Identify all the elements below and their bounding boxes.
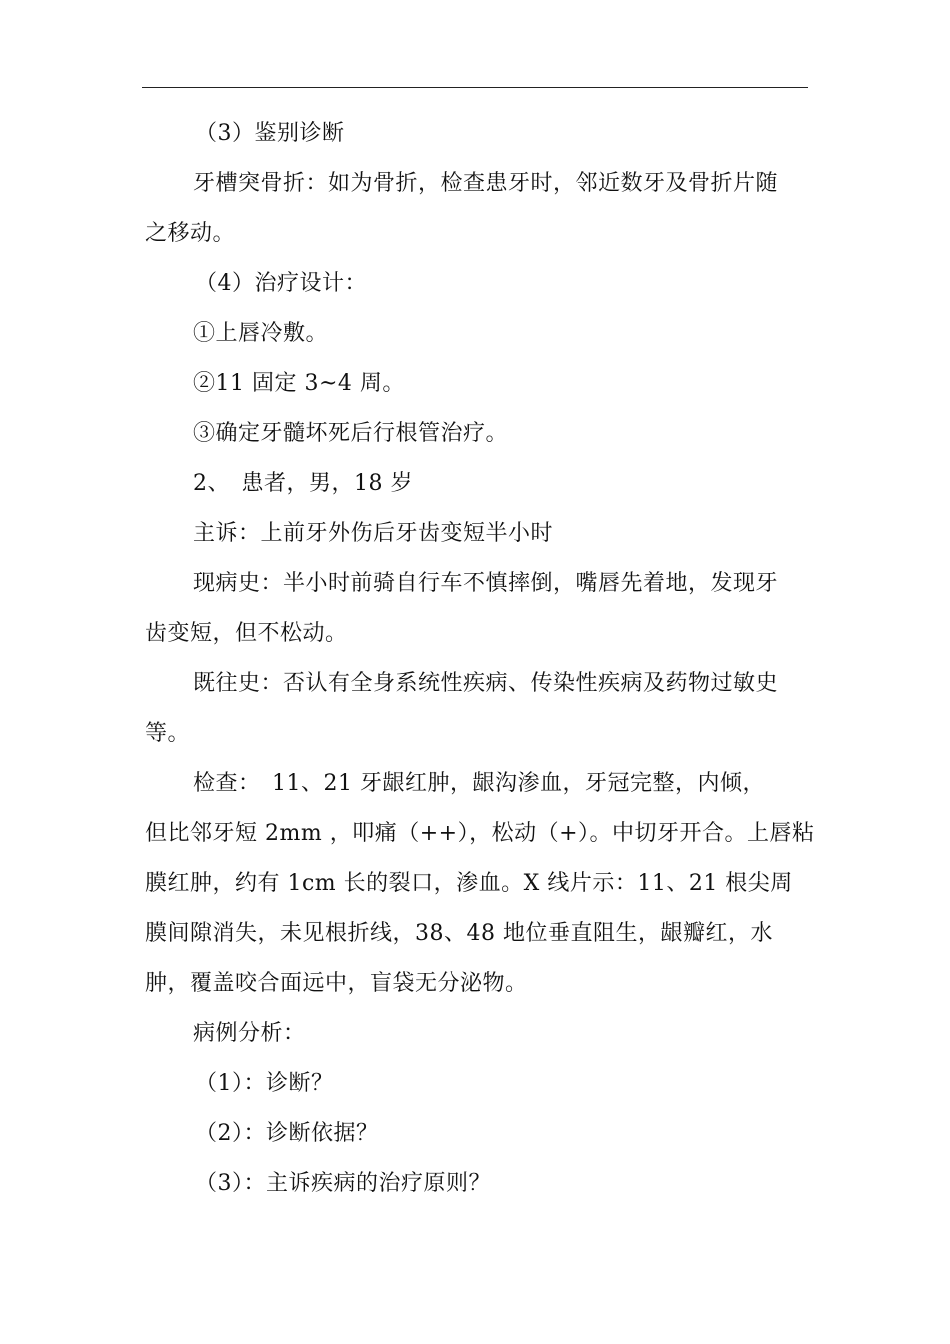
question-item: （3）：主诉疾病的治疗原则？ [195, 1171, 491, 1196]
paragraph-line: 等。 [145, 721, 191, 746]
paragraph-line: 膜间隙消失，未见根折线，38、48 地位垂直阻生，龈瓣红，水 [145, 921, 773, 946]
case-analysis-heading: 病例分析： [193, 1021, 306, 1046]
question-item: （2）：诊断依据？ [195, 1121, 379, 1146]
paragraph-line: 既往史：否认有全身系统性疾病、传染性疾病及药物过敏史 [193, 671, 779, 696]
list-item: ③确定牙髓坏死后行根管治疗。 [193, 421, 509, 446]
question-item: （1）：诊断？ [195, 1071, 334, 1096]
case-heading: 2、 患者，男，18 岁 [193, 471, 413, 496]
header-rule [142, 87, 808, 88]
paragraph-line: 牙槽突骨折：如为骨折，检查患牙时，邻近数牙及骨折片随 [193, 171, 779, 196]
paragraph-line: 齿变短，但不松动。 [145, 621, 348, 646]
paragraph-line: 肿，覆盖咬合面远中，盲袋无分泌物。 [145, 971, 528, 996]
paragraph-line: 膜红肿，约有 1cm 长的裂口，渗血。X 线片示：11、21 根尖周 [145, 871, 793, 896]
paragraph-line: 之移动。 [145, 221, 236, 246]
heading-differential-diagnosis: （3）鉴别诊断 [195, 121, 345, 146]
chief-complaint: 主诉：上前牙外伤后牙齿变短半小时 [193, 521, 554, 546]
paragraph-line: 检查： 11、21 牙龈红肿，龈沟渗血，牙冠完整，内倾， [193, 771, 765, 796]
heading-treatment-design: （4）治疗设计： [195, 271, 367, 296]
list-item: ②11 固定 3~4 周。 [193, 371, 405, 396]
paragraph-line: 但比邻牙短 2mm ，叩痛（++），松动（+）。中切牙开合。上唇粘 [145, 821, 815, 846]
list-item: ①上唇冷敷。 [193, 321, 329, 346]
paragraph-line: 现病史：半小时前骑自行车不慎摔倒，嘴唇先着地，发现牙 [193, 571, 779, 596]
